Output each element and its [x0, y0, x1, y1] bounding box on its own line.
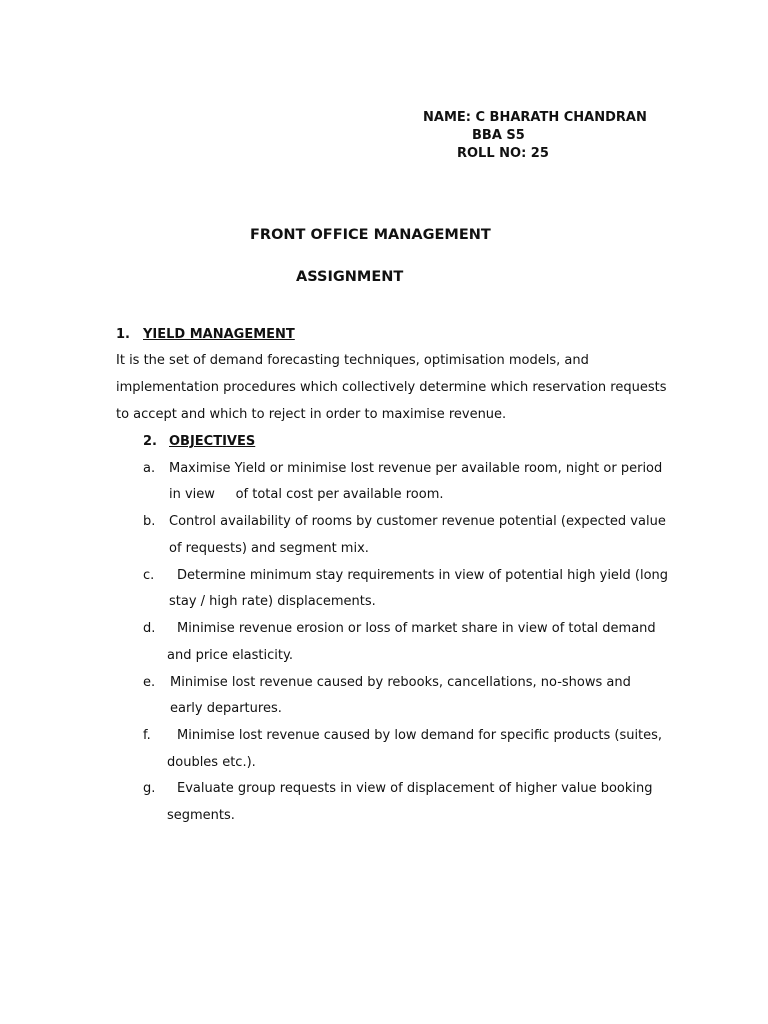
list-item-line: segments. — [167, 808, 235, 823]
paragraph-line: It is the set of demand forecasting techniques, optimisation models, and — [116, 353, 589, 368]
roll-number: ROLL NO: 25 — [457, 146, 549, 161]
list-item-line: Maximise Yield or minimise lost revenue per available room, night or period — [169, 461, 663, 476]
paragraph-line: implementation procedures which collectively determine which reservation requests — [116, 380, 667, 395]
list-marker: a. — [143, 461, 156, 476]
student-class: BBA S5 — [472, 128, 525, 143]
document-subtitle: ASSIGNMENT — [296, 269, 404, 285]
list-item-line: and price elasticity. — [167, 648, 293, 663]
list-item-line: Determine minimum stay requirements in view of potential high yield (long — [177, 568, 669, 583]
section-2-number: 2. — [143, 434, 157, 449]
list-marker: f. — [143, 728, 151, 743]
list-item-line: Control availability of rooms by customer revenue potential (expected value — [169, 514, 666, 529]
list-marker: g. — [143, 781, 156, 796]
list-item-line: stay / high rate) displacements. — [169, 594, 376, 609]
list-marker: b. — [143, 514, 156, 529]
section-1-heading: YIELD MANAGEMENT — [143, 327, 295, 342]
student-name: NAME: C BHARATH CHANDRAN — [423, 110, 647, 125]
list-item-line: Minimise lost revenue caused by low demand for specific products (suites, — [177, 728, 663, 743]
section-1-number: 1. — [116, 327, 130, 342]
list-item-line: Minimise revenue erosion or loss of market share in view of total demand — [177, 621, 656, 636]
list-item-line: doubles etc.). — [167, 755, 256, 770]
list-item-line: of requests) and segment mix. — [169, 541, 369, 556]
list-marker: d. — [143, 621, 156, 636]
list-item-line: early departures. — [170, 701, 282, 716]
document-title: FRONT OFFICE MANAGEMENT — [250, 227, 491, 243]
paragraph-line: to accept and which to reject in order to maximise revenue. — [116, 407, 507, 422]
list-item-line: in view of total cost per available room. — [169, 487, 444, 502]
list-item-line: Evaluate group requests in view of displacement of higher value booking — [177, 781, 653, 796]
list-marker: c. — [143, 568, 155, 583]
list-marker: e. — [143, 675, 156, 690]
section-2-heading: OBJECTIVES — [169, 434, 256, 449]
list-item-line: Minimise lost revenue caused by rebooks, cancellations, no-shows and — [170, 675, 631, 690]
